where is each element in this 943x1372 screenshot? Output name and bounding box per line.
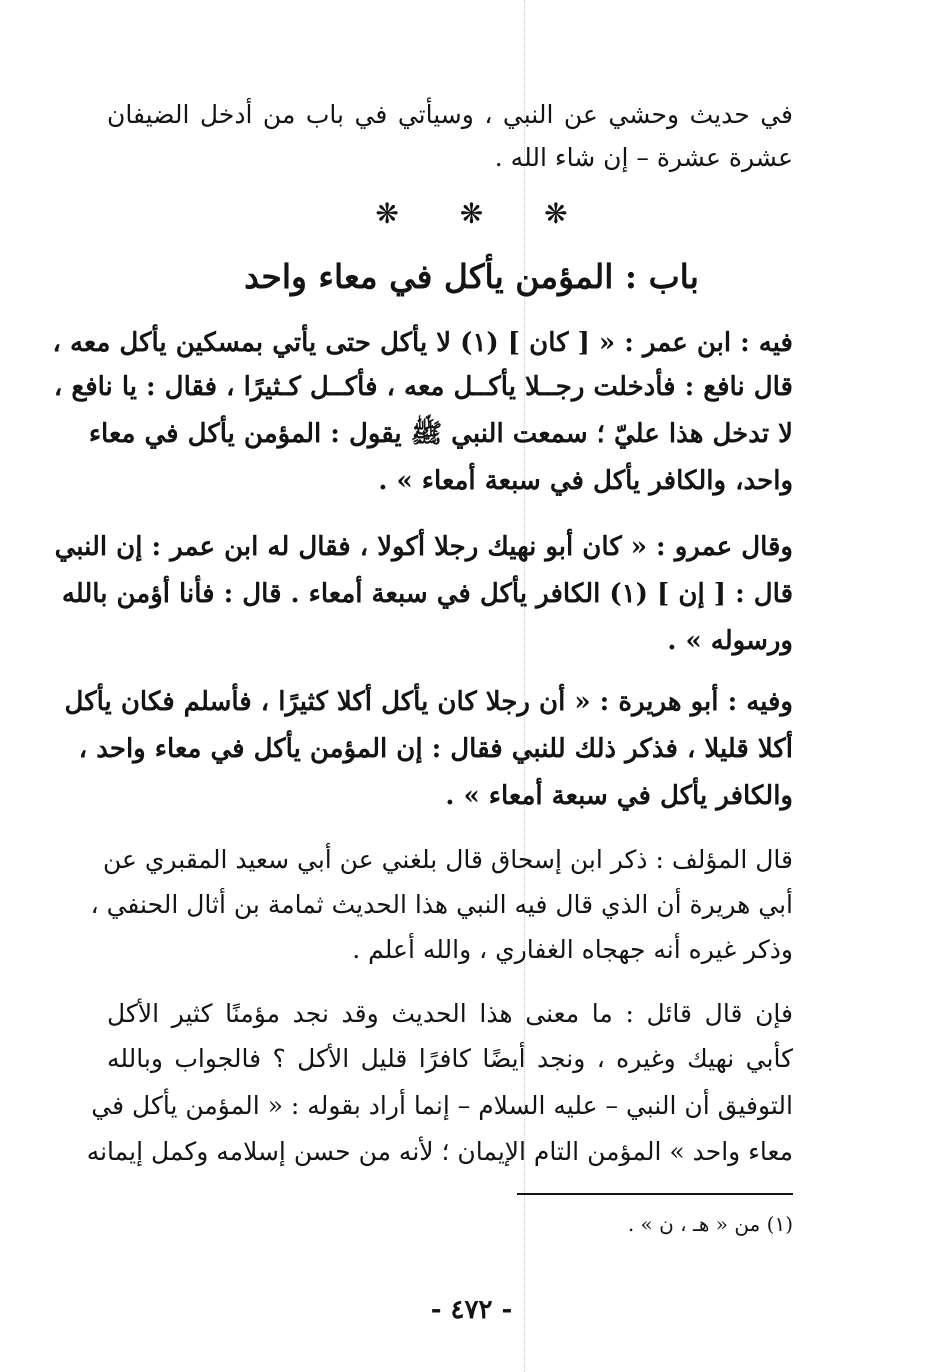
footnote-rule	[517, 1193, 793, 1195]
hadith-line: واحد، والكافر يأكل في سبعة أمعاء » .	[378, 466, 793, 496]
chapter-heading: باب : المؤمن يأكل في معاء واحد	[244, 257, 699, 296]
commentary-line: فإن قال قائل : ما معنى هذا الحديث وقد نجد مؤمنًا كثير الأكل	[107, 999, 793, 1028]
hadith-line: ورسوله » .	[667, 626, 793, 656]
intro-line: في حديث وحشي عن النبي ، وسيأتي في باب من أدخل الضيفان	[107, 100, 793, 129]
commentary-line: معاء واحد » المؤمن التام الإيمان ؛ لأنه من حسن إسلامه وكمل إيمانه	[86, 1137, 793, 1166]
hadith-line: قال نافع : فأدخلت رجــلا يأكــل معه ، فأكــل كـثيرًا ، فقال : يا نافع ،	[53, 372, 793, 402]
star-ornament-icon: ❋	[544, 197, 568, 230]
commentary-line: أبي هريرة أن الذي قال فيه النبي هذا الحديث ثمامة بن أثال الحنفي ،	[90, 890, 793, 919]
commentary-line: وذكر غيره أنه جهجاه الغفاري ، والله أعلم .	[352, 935, 793, 964]
hadith-line: فيه : ابن عمر : « [ كان ] (١) لا يأكل حتى يأتي بمسكين يأكل معه ،	[52, 328, 793, 358]
hadith-line: وقال عمرو : « كان أبو نهيك رجلا أكولا ، فقال له ابن عمر : إن النبي	[54, 532, 793, 562]
commentary-line: كأبي نهيك وغيره ، ونجد أيضًا كافرًا قليل الأكل ؟ فالجواب وبالله	[107, 1044, 793, 1073]
commentary-line: قال المؤلف : ذكر ابن إسحاق قال بلغني عن أبي سعيد المقبري عن	[102, 845, 793, 874]
hadith-line: قال : [ إن ] (١) الكافر يأكل في سبعة أمعاء . قال : فأنا أؤمن بالله	[61, 579, 793, 609]
section-separator	[0, 197, 943, 237]
intro-line: عشرة عشرة – إن شاء الله .	[494, 143, 793, 172]
hadith-line: أكلا قليلا ، فذكر ذلك للنبي فقال : إن المؤمن يأكل في معاء واحد ،	[78, 734, 793, 764]
commentary-line: التوفيق أن النبي – عليه السلام – إنما أراد بقوله : « المؤمن يأكل في	[91, 1091, 793, 1120]
footnote: (١) من « هـ ، ن » .	[627, 1212, 793, 1236]
star-ornament-icon: ❋	[459, 197, 484, 230]
star-ornament-icon: ❋	[375, 197, 399, 230]
page-number: - ٤٧٢ -	[430, 1295, 513, 1325]
hadith-line: والكافر يأكل في سبعة أمعاء » .	[445, 781, 793, 811]
hadith-line: لا تدخل هذا عليّ ؛ سمعت النبي ﷺ يقول : المؤمن يأكل في معاء	[88, 419, 793, 449]
hadith-line: وفيه : أبو هريرة : « أن رجلا كان يأكل أكلا كثيرًا ، فأسلم فكان يأكل	[64, 687, 793, 717]
